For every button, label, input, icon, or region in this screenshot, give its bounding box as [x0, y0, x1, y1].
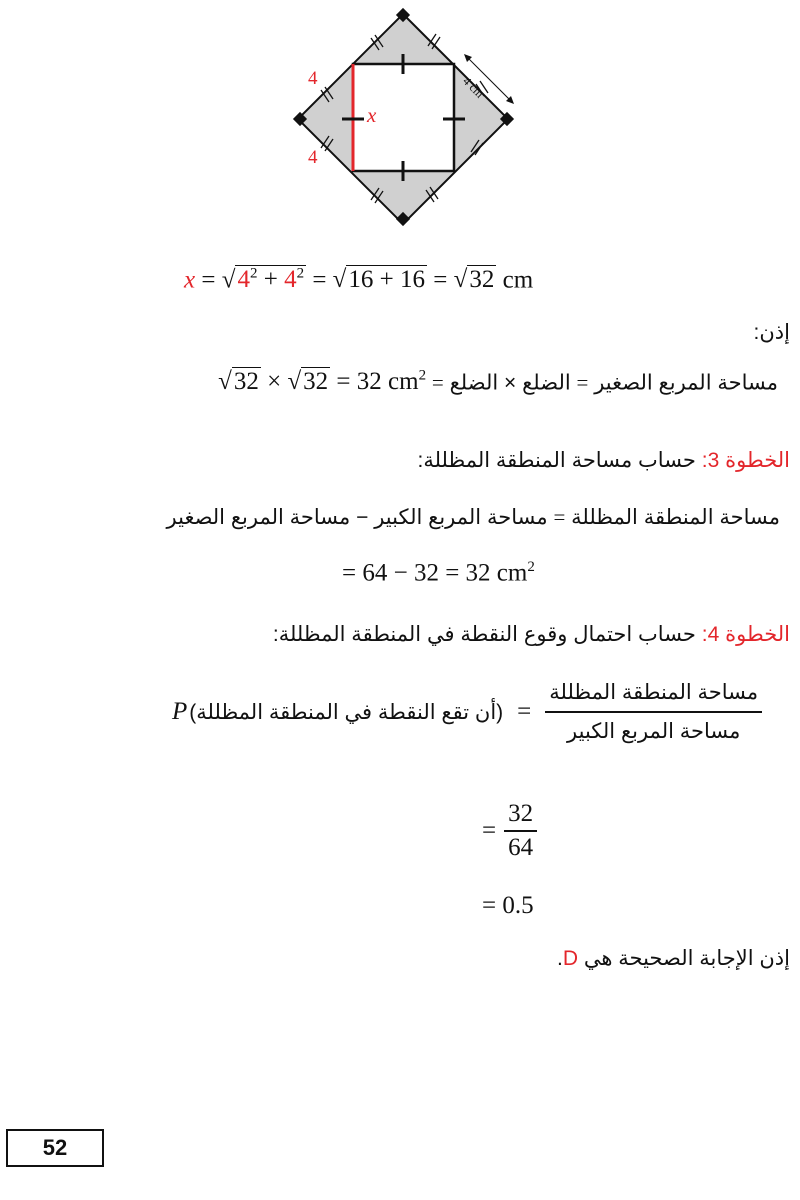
radicand-16-16: 16 + 16 [348, 266, 426, 294]
diamond-square-diagram [290, 0, 530, 240]
term-b-exp: 2 [296, 266, 305, 282]
eq-sign: = [201, 266, 216, 294]
shaded-area-result [342, 559, 535, 587]
step-4-label: الخطوة 4: [701, 623, 790, 646]
eq-var-x: x [184, 266, 196, 294]
shaded-area-formula [167, 505, 780, 530]
term-b-base: 4 [284, 266, 297, 294]
sqrt-32: √32 [453, 266, 495, 294]
shaded-area-rhs: مساحة المربع الكبير − مساحة المربع الصغير [166, 506, 548, 529]
fraction-32-64 [482, 800, 537, 862]
step-3-text: حساب مساحة المنطقة المظللة: [417, 449, 696, 472]
shaded-area-exponent: 2 [527, 559, 535, 575]
step-3-label: الخطوة 3: [701, 449, 790, 472]
label-side-length: 4 cm [460, 74, 487, 101]
small-square-area-line [218, 368, 778, 396]
eq-sign: = [576, 370, 589, 395]
label-bottom-left: 4 [308, 147, 318, 168]
shaded-area-lhs: مساحة المنطقة المظللة [571, 506, 780, 529]
probability-equation [172, 680, 762, 744]
answer-dot: . [557, 947, 563, 970]
sqrt-product: √32 × √32 = 32 $cm^2$ [218, 368, 427, 396]
eq-sign: = [431, 370, 444, 395]
label-x: x [367, 103, 377, 127]
probability-p: P [172, 698, 188, 725]
then-label: إذن: [753, 321, 790, 344]
result-exponent: 2 [418, 368, 427, 384]
step-4-heading [273, 622, 790, 647]
term-a-exp: 2 [249, 266, 258, 282]
sqrt-sum-squares: $√4^2 + 4^2$ [221, 266, 305, 294]
step-4-text: حساب احتمال وقوع النقطة في المنطقة المظللة: [272, 623, 696, 646]
fraction-denominator: مساحة المربع الكبير [567, 720, 741, 743]
numerator-32: 32 [508, 800, 534, 827]
small-area-result: 32 cm [356, 368, 419, 396]
eq-sign: = [553, 505, 566, 529]
sqrt-16-16: √16 + 16 [332, 266, 426, 294]
step-3-heading [417, 448, 790, 473]
times-sign: × [267, 368, 282, 396]
eq-sign: = [482, 892, 497, 919]
plus-sign: + [263, 266, 278, 294]
radicand-b: 32 [303, 368, 329, 396]
eq-sign: = [433, 266, 448, 294]
eq-sign: = [336, 368, 351, 396]
equation-x [184, 266, 533, 294]
label-top-left: 4 [308, 68, 318, 89]
eq-sign: = [482, 817, 497, 844]
small-area-label: مساحة المربع الصغير [594, 371, 778, 395]
unit-cm: cm [502, 266, 534, 294]
numeric-fraction [504, 800, 537, 862]
side-times-side: الضلع × الضلع [449, 371, 571, 395]
eq-sign: = [312, 266, 327, 294]
answer-text: إذن الإجابة الصحيحة هي [583, 947, 790, 970]
denominator-64: 64 [508, 834, 534, 861]
probability-fraction [545, 680, 762, 744]
geometry-figure [290, 0, 530, 240]
probability-value: 0.5 [502, 892, 534, 919]
eq-sign: = [517, 698, 532, 725]
page-number: 52 [6, 1129, 104, 1167]
answer-line [557, 946, 790, 971]
term-a-base: 4 [237, 266, 250, 294]
answer-letter: D [562, 947, 579, 970]
radicand-a: 32 [233, 368, 259, 396]
probability-result [482, 892, 534, 920]
shaded-area-expression: 64 − 32 = 32 cm [362, 559, 528, 587]
eq-sign: = [342, 559, 357, 587]
fraction-numerator: مساحة المنطقة المظللة [549, 681, 759, 704]
radicand-32: 32 [469, 266, 495, 294]
probability-event: (أن تقع النقطة في المنطقة المظللة) [189, 700, 504, 724]
